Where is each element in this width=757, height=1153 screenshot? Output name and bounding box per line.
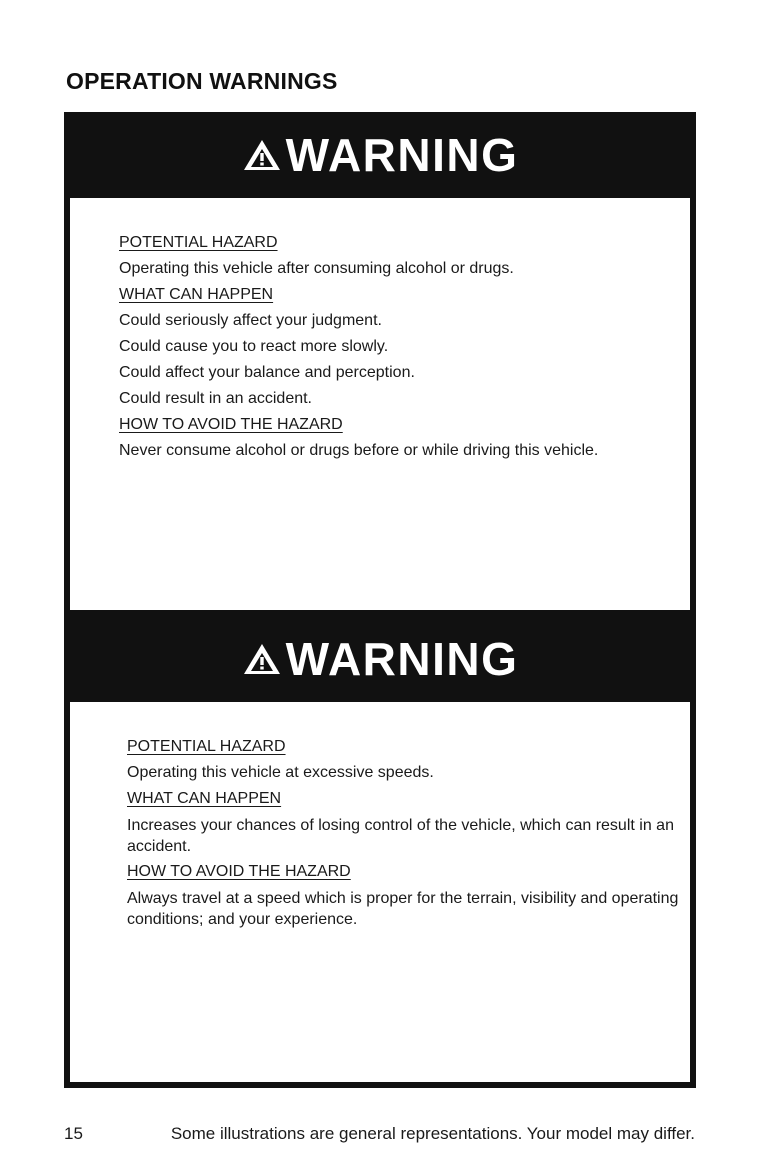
how-to-avoid-text: Never consume alcohol or drugs before or while driving this vehicle. [119, 442, 599, 459]
potential-hazard-label: POTENTIAL HAZARD [127, 738, 286, 755]
warning-triangle-icon [242, 138, 282, 172]
what-can-happen-label: WHAT CAN HAPPEN [127, 790, 282, 807]
warning-box-alcohol [64, 112, 696, 616]
what-can-happen-label: WHAT CAN HAPPEN [119, 286, 274, 303]
how-to-avoid-text: Always travel at a speed which is proper for the terrain, visibility and operating conditions; and your experience. [127, 890, 679, 928]
how-to-avoid-label: HOW TO AVOID THE HAZARD [127, 863, 351, 880]
what-can-happen-text: Increases your chances of losing control of the vehicle, which can result in an accident. [127, 817, 674, 855]
warning-heading: WARNING [285, 633, 519, 685]
footer-note: Some illustrations are general representations. Your model may differ. [170, 1124, 695, 1143]
warning-content [127, 734, 682, 932]
warning-triangle-icon [242, 642, 282, 676]
warning-content [119, 230, 689, 464]
potential-hazard-text: Operating this vehicle after consuming alcohol or drugs. [119, 260, 514, 277]
potential-hazard-text: Operating this vehicle at excessive speeds. [127, 764, 434, 781]
warning-header [64, 112, 696, 198]
how-to-avoid-label: HOW TO AVOID THE HAZARD [119, 416, 343, 433]
potential-hazard-label: POTENTIAL HAZARD [119, 234, 278, 251]
what-can-happen-line: Could result in an accident. [119, 390, 312, 407]
warning-box-speed [64, 616, 696, 1088]
page-number: 15 [64, 1124, 83, 1143]
what-can-happen-line: Could affect your balance and perception. [119, 364, 415, 381]
warning-header [64, 616, 696, 702]
what-can-happen-line: Could cause you to react more slowly. [119, 338, 389, 355]
what-can-happen-line: Could seriously affect your judgment. [119, 312, 382, 329]
page-title: OPERATION WARNINGS [66, 68, 338, 94]
warning-heading: WARNING [285, 129, 519, 181]
